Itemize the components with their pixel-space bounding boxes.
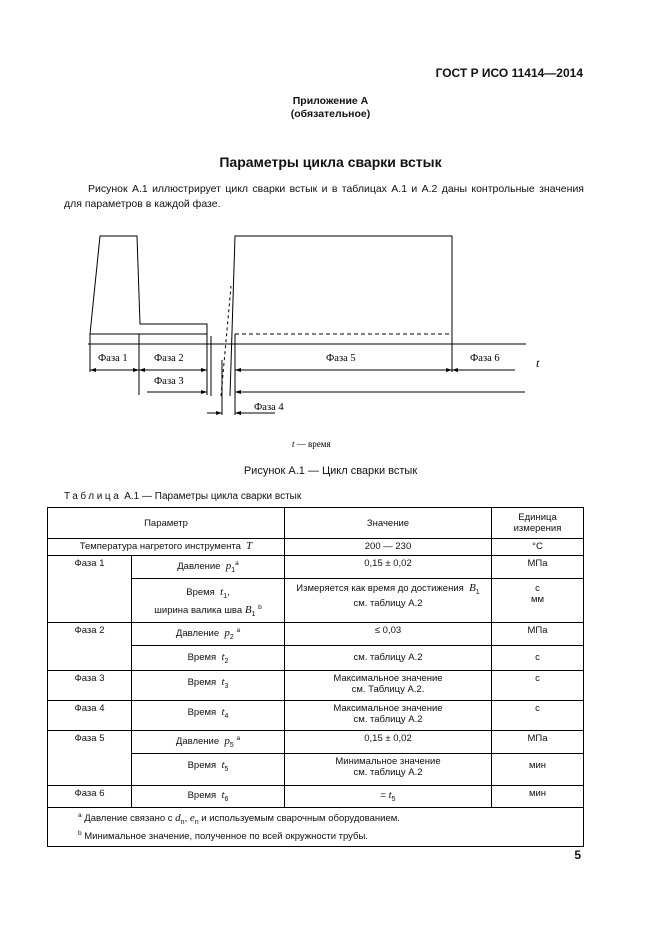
table-notes-row (48, 808, 584, 847)
table-row-t6 (48, 786, 584, 808)
pressure-profile-line (90, 236, 207, 336)
p2-label: Давление $p_2$ $^a$ (132, 622, 285, 645)
t2-label: Время $t_2$ (132, 646, 285, 671)
intro-paragraph: Рисунок А.1 иллюстрирует цикл сварки встык и в таблицах А.1 и А.2 даны контрольные значения для параметров в каждой фазе. (64, 183, 584, 210)
t5-value: Минимальное значение см. таблицу А.2 (285, 754, 492, 786)
t2-unit: с (492, 646, 584, 671)
p1-unit: МПа (492, 556, 584, 579)
t6-unit: мин (492, 786, 584, 808)
table-row-p1 (48, 556, 584, 579)
temp-label: Температура нагретого инструмента T (48, 539, 285, 556)
t5-unit: мин (492, 754, 584, 786)
phase-4-cell: Фаза 4 (48, 701, 132, 731)
p5-value: 0,15 ± 0,02 (285, 731, 492, 754)
p5-unit: МПа (492, 731, 584, 754)
phase-6-cell: Фаза 6 (48, 786, 132, 808)
parameters-table (47, 507, 584, 847)
table-row-t4 (48, 701, 584, 731)
table-caption: Таблица А.1 — Параметры цикла сварки встык (64, 491, 302, 502)
phase-label-2: Фаза 2 (154, 353, 184, 364)
phase5-profile-line (230, 236, 452, 396)
phase-label-4: Фаза 4 (254, 402, 284, 413)
temp-unit: °C (492, 539, 584, 556)
phase-label-1: Фаза 1 (98, 353, 128, 364)
header-unit: Единица измерения (492, 508, 584, 539)
p2-unit: МПа (492, 622, 584, 645)
appendix-subtitle: (обязательное) (290, 108, 371, 120)
header-value: Значение (285, 508, 492, 539)
t3-unit: с (492, 671, 584, 701)
t4-unit: с (492, 701, 584, 731)
t5-label: Время $t_5$ (132, 754, 285, 786)
table-row-t3 (48, 671, 584, 701)
t6-value: = $t_5$ (285, 786, 492, 808)
p5-label: Давление $p_5$ $^a$ (132, 731, 285, 754)
phase-1-cell: Фаза 1 (48, 556, 132, 623)
axis-label-t: t (536, 356, 540, 370)
t2-value: см. таблицу А.2 (285, 646, 492, 671)
header-param: Параметр (48, 508, 285, 539)
phase-5-cell: Фаза 5 (48, 731, 132, 786)
t4-value: Максимальное значение см. таблицу А.2 (285, 701, 492, 731)
p1-label: Давление $p_1^a$ (132, 556, 285, 579)
phase-label-5: Фаза 5 (326, 353, 356, 364)
phase-label-6: Фаза 6 (470, 353, 500, 364)
table-row-p5 (48, 731, 584, 754)
table-row-temperature (48, 539, 584, 556)
phase-3-cell: Фаза 3 (48, 671, 132, 701)
section-title: Параметры цикла сварки встык (219, 154, 442, 170)
t1-label: Время $t_1$, ширина валика шва $B_1$ $^b$ (132, 579, 285, 623)
t3-value: Максимальное значение см. Таблицу А.2. (285, 671, 492, 701)
appendix-title: Приложение А (292, 95, 369, 107)
table-notes (48, 808, 584, 847)
table-row-p2 (48, 622, 584, 645)
p2-value: ≤ 0,03 (285, 622, 492, 645)
phase-label-3: Фаза 3 (154, 376, 184, 387)
t1-unit: с мм (492, 579, 584, 623)
t4-label: Время $t_4$ (132, 701, 285, 731)
note-b: $^b$ Минимальное значение, полученное по всей окружности трубы. (78, 830, 368, 843)
document-id: ГОСТ Р ИСО 11414—2014 (435, 66, 583, 80)
t1-value: Измеряется как время до достижения $B_1$ см. таблицу А.2 (285, 579, 492, 623)
p1-value: 0,15 ± 0,02 (285, 556, 492, 579)
t3-label: Время $t_3$ (132, 671, 285, 701)
figure-caption: Рисунок А.1 — Цикл сварки встык (243, 465, 418, 477)
table-header-row (48, 508, 584, 539)
note-a: $^a$ Давление связано с $d_n$, $e_n$ и используемым сварочным оборудованием. (78, 812, 400, 827)
figure-legend: t — время (292, 439, 331, 449)
t6-label: Время $t_6$ (132, 786, 285, 808)
page-number: 5 (574, 848, 581, 862)
phase-2-cell: Фаза 2 (48, 622, 132, 670)
temp-value: 200 — 230 (285, 539, 492, 556)
